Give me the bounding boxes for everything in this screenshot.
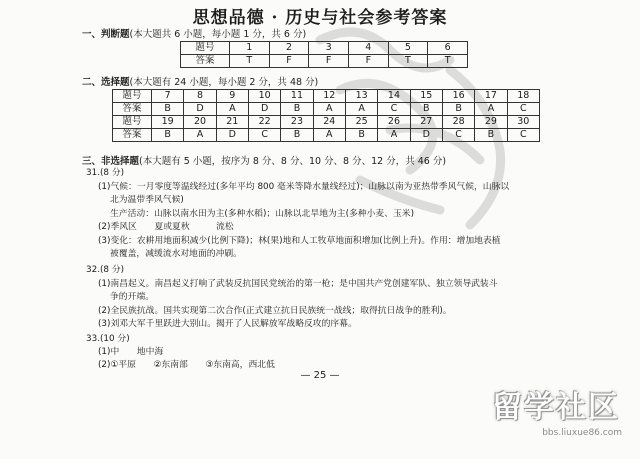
answer-cell: 21: [216, 116, 248, 129]
header-cell: 题号: [181, 42, 230, 55]
answer-cell: A: [378, 129, 410, 142]
q32-line: 争的开端。: [110, 292, 154, 302]
q31-line: 被覆盖，减缓流水对地面的冲刷。: [110, 249, 242, 259]
answer-cell: C: [507, 129, 539, 142]
answer-cell: 19: [152, 116, 184, 129]
answer-cell: 28: [442, 116, 474, 129]
q31-heading: 31.(8 分): [86, 168, 125, 178]
answer-cell: 12: [313, 90, 345, 103]
section2-heading: [82, 74, 318, 88]
answer-cell: 1: [230, 42, 270, 55]
answer-cell: 8: [184, 90, 216, 103]
answer-cell: 18: [507, 90, 539, 103]
answer-cell: 13: [345, 90, 377, 103]
answer-cell: 20: [184, 116, 216, 129]
answer-cell: A: [313, 103, 345, 116]
answer-cell: D: [184, 103, 216, 116]
answer-cell: 24: [313, 116, 345, 129]
answer-cell: 6: [428, 42, 468, 55]
answer-cell: D: [248, 103, 280, 116]
q31-line: 北为温带季风气候): [110, 195, 184, 205]
answer-cell: 16: [442, 90, 474, 103]
answer-cell: 30: [507, 116, 539, 129]
answer-cell: A: [313, 129, 345, 142]
answer-cell: T: [388, 55, 428, 68]
answer-cell: T: [428, 55, 468, 68]
answer-cell: C: [378, 103, 410, 116]
answer-cell: F: [309, 55, 349, 68]
answer-cell: A: [345, 103, 377, 116]
answer-cell: A: [216, 103, 248, 116]
answer-cell: C: [442, 129, 474, 142]
answer-cell: 26: [378, 116, 410, 129]
answer-cell: 3: [309, 42, 349, 55]
q31-line: 生产活动：山脉以南水田为主(多种水稻)；山脉以北旱地为主(多种小麦、玉米): [110, 209, 415, 219]
site-logo: [476, 388, 636, 456]
answer-cell: 9: [216, 90, 248, 103]
page-title: 思想品德 · 历史与社会参考答案: [192, 8, 448, 28]
answer-cell: 14: [378, 90, 410, 103]
q33-line: (1)中 地中海: [98, 347, 164, 357]
q33-line: (2)①平原 ②东南部 ③东南高，西北低: [98, 360, 275, 370]
section2-heading-text: 二、选择题: [82, 77, 130, 88]
judge-answer-table: [180, 41, 468, 68]
answer-cell: B: [410, 103, 442, 116]
answer-cell: B: [281, 129, 313, 142]
q31-line: (2)季风区 夏或夏秋 流松: [98, 222, 234, 232]
answer-cell: 22: [248, 116, 280, 129]
header-cell: 答案: [113, 103, 152, 116]
section1-heading-text: 一、判断题: [82, 29, 130, 40]
q32-heading: 32.(8 分): [86, 265, 125, 275]
answer-cell: 15: [410, 90, 442, 103]
answer-cell: 17: [475, 90, 507, 103]
answer-cell: 23: [281, 116, 313, 129]
section3-heading-text: 三、非选择题: [82, 156, 140, 167]
answer-cell: A: [475, 103, 507, 116]
answer-cell: 29: [475, 116, 507, 129]
answer-cell: C: [507, 103, 539, 116]
answer-cell: 25: [345, 116, 377, 129]
answer-cell: 10: [248, 90, 280, 103]
choice-answer-table: [112, 89, 540, 142]
header-cell: 题号: [113, 90, 152, 103]
header-cell: 答案: [113, 129, 152, 142]
answer-cell: D: [410, 129, 442, 142]
answer-cell: C: [248, 129, 280, 142]
answer-cell: B: [152, 103, 184, 116]
section2-note: (本大题有 24 小题，每小题 2 分，共 48 分): [129, 77, 319, 88]
section1-heading: [82, 26, 306, 40]
answer-cell: T: [230, 55, 270, 68]
answer-cell: F: [269, 55, 309, 68]
q31-line: (3)变化：农耕用地面积减少(比例下降)；林(果)地和人工牧草地面积增加(比例上升)。作用：增加地表植: [98, 236, 501, 246]
answer-cell: F: [348, 55, 388, 68]
answer-cell: D: [216, 129, 248, 142]
header-cell: 答案: [181, 55, 230, 68]
header-cell: 题号: [113, 116, 152, 129]
answer-cell: A: [184, 129, 216, 142]
logo-url: bbs.liuxue86.com: [542, 428, 622, 438]
answer-cell: 4: [348, 42, 388, 55]
q31-line: (1)气候：一月零度等温线经过(多年平均 800 毫米等降水量线经过)；山脉以南为亚热带季风气候，山脉以: [98, 182, 510, 192]
answer-cell: 7: [152, 90, 184, 103]
answer-cell: 2: [269, 42, 309, 55]
section1-note: (本大题共 6 小题，每小题 1 分，共 6 分): [129, 29, 307, 40]
answer-cell: B: [345, 129, 377, 142]
section3-heading: [82, 153, 446, 167]
answer-cell: B: [152, 129, 184, 142]
logo-text: 留学社区: [492, 390, 620, 425]
q32-line: (3)刘邓大军千里跃进大别山。揭开了人民解放军战略反攻的序幕。: [98, 319, 357, 329]
answer-cell: 27: [410, 116, 442, 129]
q32-line: (1)南昌起义。南昌起义打响了武装反抗国民党统治的第一枪；是中国共产党创建军队、独立领导武装斗: [98, 279, 498, 289]
answer-cell: B: [475, 129, 507, 142]
answer-cell: 11: [281, 90, 313, 103]
answer-cell: B: [442, 103, 474, 116]
section3-note: (本大题有 5 小题，按序为 8 分、8 分、10 分、8 分、12 分，共 46 分): [139, 156, 447, 167]
page-number: — 25 —: [300, 370, 340, 381]
answer-cell: 5: [388, 42, 428, 55]
q33-heading: 33.(10 分): [86, 334, 130, 344]
answer-cell: B: [281, 103, 313, 116]
q32-line: (2)全民族抗战。国共实现第二次合作(正式建立抗日民族统一战线；取得抗日战争的胜利)。: [98, 306, 452, 316]
